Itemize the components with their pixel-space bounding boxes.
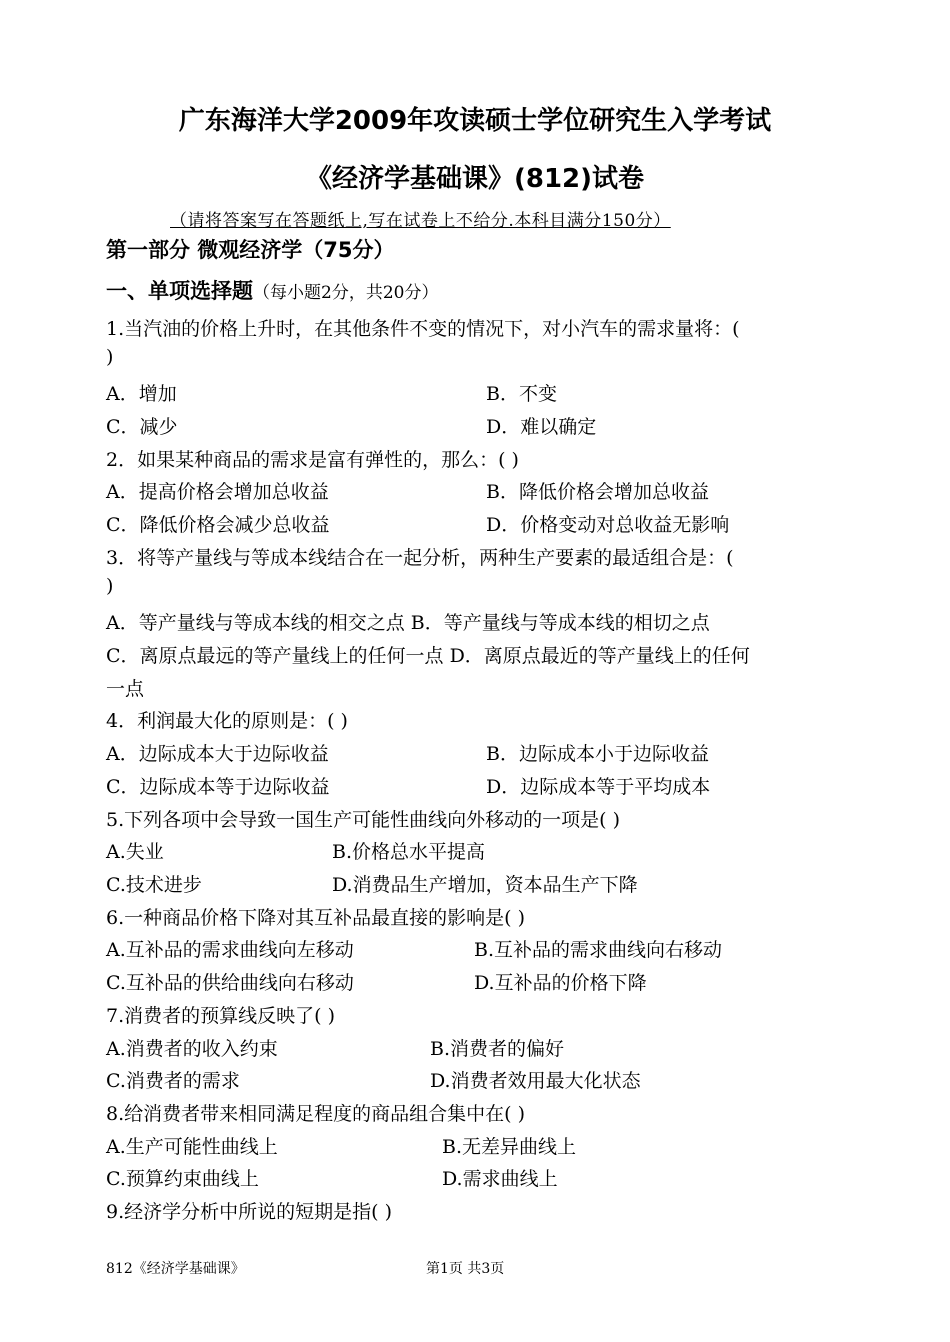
q6-stem: 6.一种商品价格下降对其互补品最直接的影响是( ) (106, 907, 525, 929)
q5-option-d: D.消费品生产增加，资本品生产下降 (332, 874, 638, 896)
q6-option-d: D.互补品的价格下降 (474, 972, 647, 994)
exam-subtitle: 《经济学基础课》(812)试卷 (305, 164, 645, 194)
q4-option-c: C．边际成本等于边际收益 (106, 776, 330, 798)
q1-stem-cont: ) (106, 346, 114, 368)
q1-option-d: D．难以确定 (486, 416, 597, 438)
q7-option-a: A.消费者的收入约束 (106, 1038, 278, 1060)
q3-stem: 3．将等产量线与等成本线结合在一起分析，两种生产要素的最适组合是：( (106, 547, 734, 569)
q3-stem-cont: ) (106, 575, 114, 597)
q5-option-a: A.失业 (106, 841, 164, 863)
q2-option-b: B．降低价格会增加总收益 (486, 481, 709, 503)
q3-options-cd: C．离原点最远的等产量线上的任何一点 D．离原点最近的等产量线上的任何 (106, 645, 750, 667)
q7-option-d: D.消费者效用最大化状态 (430, 1070, 641, 1092)
q4-option-b: B．边际成本小于边际收益 (486, 743, 709, 765)
q6-option-c: C.互补品的供给曲线向右移动 (106, 972, 354, 994)
q3-options-cd-cont: 一点 (106, 678, 145, 700)
q8-option-a: A.生产可能性曲线上 (106, 1136, 278, 1158)
q4-option-a: A．边际成本大于边际收益 (106, 743, 329, 765)
q7-option-c: C.消费者的需求 (106, 1070, 240, 1092)
q2-stem: 2．如果某种商品的需求是富有弹性的，那么：( ) (106, 449, 519, 471)
q8-stem: 8.给消费者带来相同满足程度的商品组合集中在( ) (106, 1103, 525, 1125)
part-title: 第一部分 微观经济学（75分） (106, 238, 395, 262)
section-title (106, 275, 438, 305)
q1-option-a: A．增加 (106, 383, 177, 405)
q5-option-b: B.价格总水平提高 (332, 841, 486, 863)
footer-course: 812《经济学基础课》 (106, 1261, 245, 1277)
q6-option-b: B.互补品的需求曲线向右移动 (474, 939, 723, 961)
q2-option-c: C．降低价格会减少总收益 (106, 514, 330, 536)
q8-option-c: C.预算约束曲线上 (106, 1168, 259, 1190)
section-meta: （每小题2分，共20分） (253, 283, 439, 303)
q2-option-d: D．价格变动对总收益无影响 (486, 514, 730, 536)
q4-stem: 4．利润最大化的原则是：( ) (106, 710, 348, 732)
q1-stem: 1.当汽油的价格上升时，在其他条件不变的情况下，对小汽车的需求量将：( (106, 318, 740, 340)
q6-option-a: A.互补品的需求曲线向左移动 (106, 939, 354, 961)
exam-note: （请将答案写在答题纸上,写在试卷上不给分.本科目满分150分） (170, 211, 671, 231)
exam-title: 广东海洋大学2009年攻读硕士学位研究生入学考试 (178, 106, 772, 136)
q8-option-d: D.需求曲线上 (442, 1168, 558, 1190)
q1-option-b: B．不变 (486, 383, 557, 405)
q9-stem: 9.经济学分析中所说的短期是指( ) (106, 1201, 392, 1223)
q1-option-c: C．减少 (106, 416, 178, 438)
q7-option-b: B.消费者的偏好 (430, 1038, 565, 1060)
q5-stem: 5.下列各项中会导致一国生产可能性曲线向外移动的一项是( ) (106, 809, 620, 831)
q5-option-c: C.技术进步 (106, 874, 202, 896)
q3-options-ab: A．等产量线与等成本线的相交之点 B．等产量线与等成本线的相切之点 (106, 612, 710, 634)
q8-option-b: B.无差异曲线上 (442, 1136, 577, 1158)
q2-option-a: A．提高价格会增加总收益 (106, 481, 329, 503)
footer-page-number: 第1页 共3页 (426, 1261, 505, 1277)
q7-stem: 7.消费者的预算线反映了( ) (106, 1005, 335, 1027)
section-heading: 一、单项选择题 (106, 279, 253, 303)
q4-option-d: D．边际成本等于平均成本 (486, 776, 711, 798)
